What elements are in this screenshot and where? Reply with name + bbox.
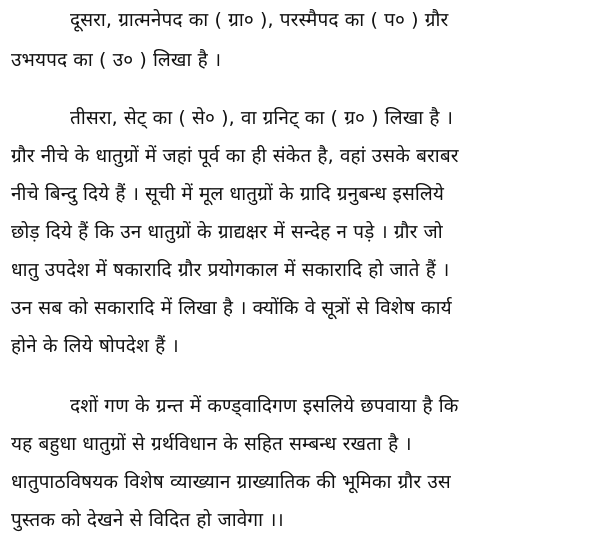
paragraph-3-line-1: दशों गण के ग्रन्त में कण्ड्वादिगण इसलिये छपवाया है कि xyxy=(70,395,459,417)
paragraph-2-line-2: ग्रौर नीचे के धातुग्रों में जहां पूर्व का ही संकेत है, वहां उसके बराबर xyxy=(11,145,459,167)
paragraph-1-line-2: उभयपद का ( उ० ) लिखा है । xyxy=(11,49,222,71)
paragraph-2-line-1: तीसरा, सेट् का ( से० ), वा ग्रनिट् का ( ग्र० ) लिखा है । xyxy=(70,107,454,129)
paragraph-2-line-7: होने के लिये षोपदेश हैं । xyxy=(11,335,179,357)
paragraph-2-line-4: छोड़ दिये हैं कि उन धातुग्रों के ग्राद्यक्षर में सन्देह न पड़े । ग्रौर जो xyxy=(11,221,443,243)
paragraph-2-line-3: नीचे बिन्दु दिये हैं । सूची में मूल धातुग्रों के ग्रादि ग्रनुबन्ध इसलिये xyxy=(11,183,444,205)
paragraph-3-line-3: धातुपाठविषयक विशेष व्याख्यान ग्राख्यातिक की भूमिका ग्रौर उस xyxy=(11,471,451,493)
paragraph-3-line-4: पुस्तक को देखने से विदित हो जावेगा ।। xyxy=(11,509,284,531)
paragraph-3-line-2: यह बहुधा धातुग्रों से ग्रर्थविधान के सहित सम्बन्ध रखता है । xyxy=(11,433,412,455)
paragraph-2-line-6: उन सब को सकारादि में लिखा है । क्योंकि वे सूत्रों से विशेष कार्य xyxy=(11,297,452,319)
paragraph-2-line-5: धातु उपदेश में षकारादि ग्रौर प्रयोगकाल में सकारादि हो जाते हैं । xyxy=(11,259,450,281)
paragraph-1-line-1: दूसरा, ग्रात्मनेपद का ( ग्रा० ), परस्मैपद का ( प० ) ग्रौर xyxy=(70,9,449,31)
